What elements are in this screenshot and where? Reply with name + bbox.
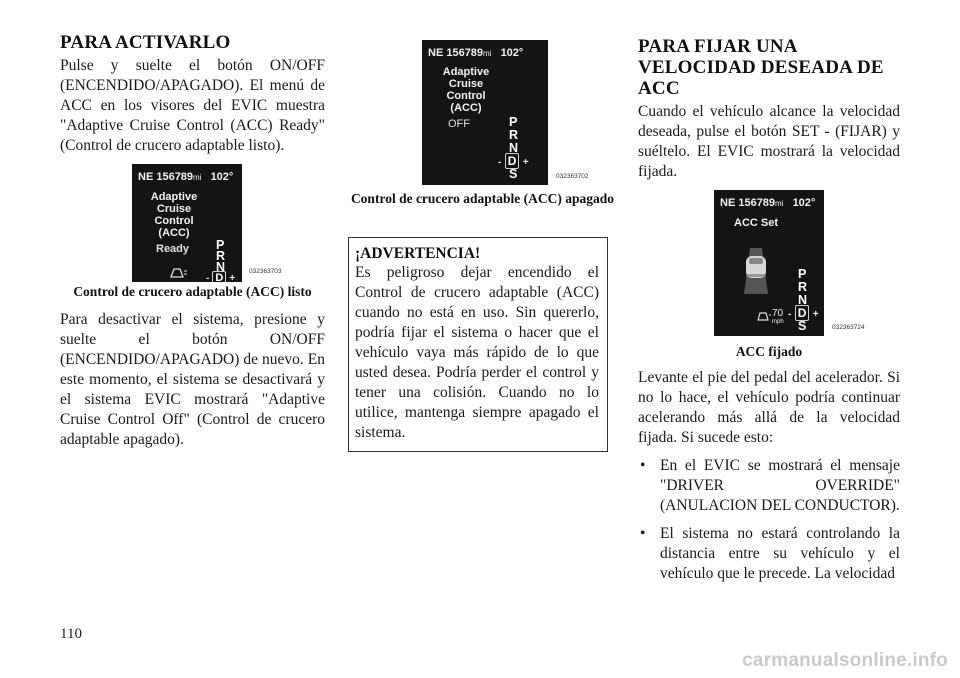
gear-r: R bbox=[509, 128, 519, 142]
odometer-unit: mi bbox=[775, 199, 784, 208]
cruise-distance-icon bbox=[756, 310, 772, 322]
plus-sign: + bbox=[812, 309, 819, 320]
gear-d-row bbox=[206, 272, 235, 282]
minus-sign: - bbox=[498, 157, 502, 168]
warning-text: Es peligroso dejar encendido el Control de crucero adaptable (ACC) cuando no está en uso. Sin quererlo, podría fijar el sistema o hacer que el vehículo vaya más rápido de lo que usted desea. Podría perder el control y tener una colisión. Cuando no lo utilice, mantenga siempre apagado el sistema. bbox=[355, 264, 599, 441]
column-middle bbox=[350, 40, 615, 441]
page-number: 110 bbox=[60, 626, 82, 642]
gear-n: N bbox=[509, 141, 519, 155]
gear-d: D bbox=[505, 153, 520, 169]
message-line: Control bbox=[446, 90, 486, 102]
section-heading-set-speed: PARA FIJAR UNA VELOCIDAD DESEADA DE ACC bbox=[638, 36, 884, 99]
deactivate-paragraph: Para desactivar el sistema, presione y suelte el botón ON/OFF (ENCENDIDO/APAGADO) de nuevo. En este momento, el sistema se desactivará y el sistema EVIC mostrará "Adaptive Cruise Control Off" (Control de crucero adaptable apagado). bbox=[60, 311, 325, 448]
message-line: Control bbox=[154, 215, 194, 227]
gear-s: S bbox=[798, 319, 807, 333]
minus-sign: - bbox=[206, 273, 210, 282]
message-line: Cruise bbox=[448, 78, 484, 90]
plus-sign: + bbox=[229, 273, 236, 282]
set-speed-paragraph: Cuando el vehículo alcance la velocidad deseada, pulse el botón SET - (FIJAR) y suéltelo. El EVIC mostrará la velocidad fijada. bbox=[638, 103, 900, 180]
odometer-line bbox=[428, 47, 523, 59]
temperature: 102° bbox=[210, 171, 234, 183]
gear-d: D bbox=[795, 305, 810, 321]
warning-title: ¡ADVERTENCIA! bbox=[355, 245, 481, 262]
section-heading-activate: PARA ACTIVARLO bbox=[60, 32, 231, 53]
plus-sign: + bbox=[522, 157, 529, 168]
gear-p: P bbox=[798, 267, 807, 281]
acc-message bbox=[146, 191, 202, 239]
temperature: 102° bbox=[500, 47, 524, 59]
odometer-line bbox=[720, 197, 815, 209]
list-item: • En el EVIC se mostrará el mensaje "DRIVER OVERRIDE" (ANULACION DEL CONDUCTOR). bbox=[638, 456, 900, 516]
acc-status: OFF bbox=[448, 118, 470, 130]
figure-caption-off: Control de crucero adaptable (ACC) apagado bbox=[350, 191, 615, 206]
acc-message: ACC Set bbox=[734, 217, 779, 229]
gear-d: D bbox=[212, 271, 226, 282]
odometer-line bbox=[138, 171, 233, 183]
evic-display-set bbox=[714, 190, 824, 336]
gear-n: N bbox=[798, 293, 808, 307]
gear-n: N bbox=[216, 260, 226, 274]
warning-box bbox=[348, 237, 608, 452]
cruise-distance-icon bbox=[168, 267, 188, 279]
figure-code: 032363724 bbox=[832, 324, 865, 331]
vehicle-ahead-icon bbox=[736, 238, 776, 298]
evic-display-off bbox=[422, 40, 548, 185]
gear-p: P bbox=[509, 115, 518, 129]
column-right bbox=[638, 36, 900, 592]
odometer: NE 156789 bbox=[720, 197, 776, 209]
acc-status: Ready bbox=[156, 243, 190, 255]
gear-p: P bbox=[216, 238, 225, 252]
message-line: (ACC) bbox=[450, 102, 482, 114]
evic-display-ready bbox=[132, 164, 242, 282]
watermark: carmanualsonline.info bbox=[742, 650, 948, 671]
gear-s: S bbox=[509, 167, 518, 181]
odometer-unit: mi bbox=[483, 49, 492, 58]
gear-r: R bbox=[216, 249, 226, 263]
message-line: Cruise bbox=[156, 203, 192, 215]
message-line: Adaptive bbox=[442, 66, 490, 78]
message-line: (ACC) bbox=[158, 227, 190, 239]
speed-value: 70 bbox=[772, 308, 784, 319]
column-left bbox=[60, 32, 325, 450]
figure-acc-ready bbox=[132, 164, 282, 289]
acc-message bbox=[436, 66, 496, 114]
list-item: • El sistema no estará controlando la distancia entre su vehículo y el vehículo que le precede. La velocidad bbox=[638, 524, 900, 584]
figure-code: 032363703 bbox=[249, 268, 282, 275]
speed-unit: mph bbox=[772, 319, 784, 325]
set-speed bbox=[772, 309, 784, 327]
override-paragraph: Levante el pie del pedal del acelerador. Si no lo hace, el vehículo podría continuar acelerando más allá de la velocidad fijada. Si sucede esto: bbox=[638, 369, 900, 446]
message-line: Adaptive bbox=[150, 191, 198, 203]
odometer-unit: mi bbox=[193, 173, 202, 182]
temperature: 102° bbox=[792, 197, 816, 209]
odometer: NE 156789 bbox=[138, 171, 194, 183]
figure-acc-off bbox=[422, 40, 589, 192]
gear-r: R bbox=[798, 280, 808, 294]
minus-sign: - bbox=[788, 309, 792, 320]
override-bullet-list bbox=[638, 456, 900, 584]
figure-code: 032363702 bbox=[556, 173, 589, 180]
figure-caption-ready: Control de crucero adaptable (ACC) listo bbox=[73, 284, 312, 299]
figure-caption-set: ACC fijado bbox=[735, 344, 803, 359]
figure-acc-set bbox=[714, 190, 865, 343]
activate-paragraph: Pulse y suelte el botón ON/OFF (ENCENDIDO/APAGADO). El menú de ACC en los visores del EVIC muestra "Adaptive Cruise Control (ACC) Ready" (Control de crucero adaptable listo). bbox=[60, 57, 325, 154]
odometer: NE 156789 bbox=[428, 47, 484, 59]
